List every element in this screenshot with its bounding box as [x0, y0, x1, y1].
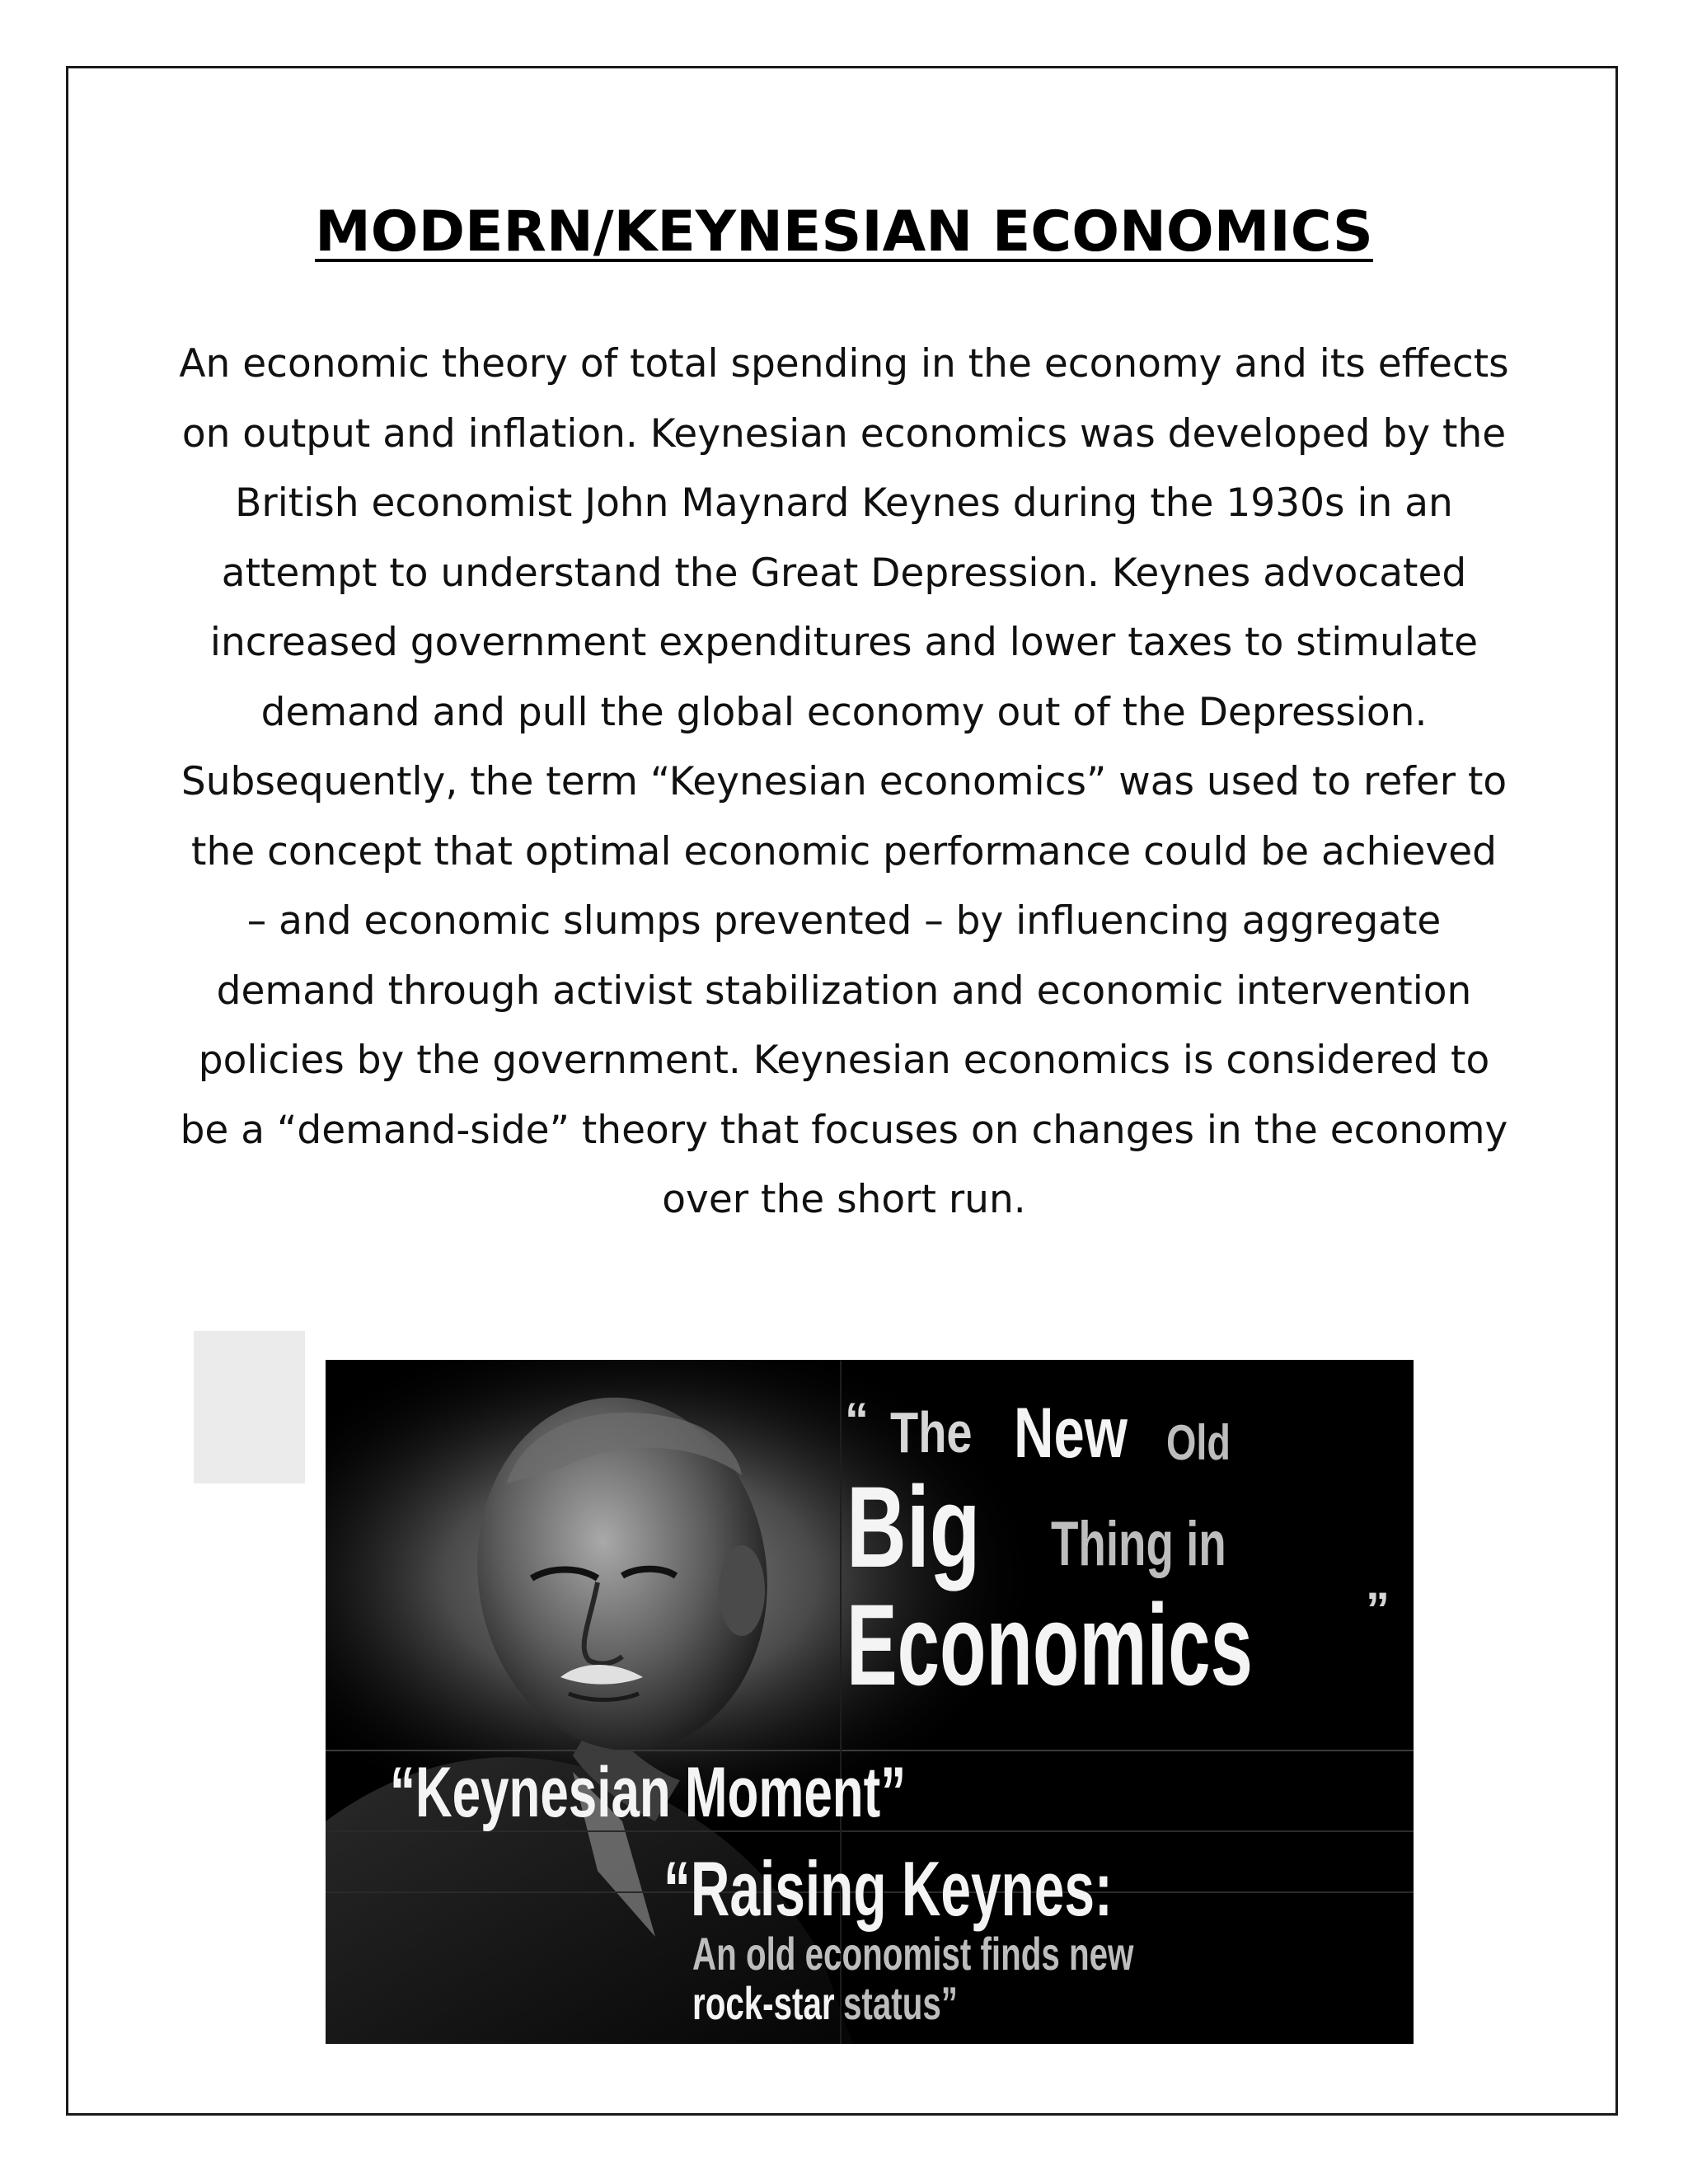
poster-word-economics: Economics [846, 1580, 1253, 1709]
poster-word-the: The [890, 1400, 973, 1465]
placeholder-box [194, 1331, 305, 1483]
poster-word-thing-in: Thing in [1051, 1509, 1226, 1579]
poster-rock-star: rock-star [692, 1977, 835, 2029]
poster-subtitle-line1: An old economist finds new [692, 1928, 1134, 1980]
poster-raising-keynes: “Raising Keynes: [663, 1845, 1113, 1932]
title-text: MODERN/KEYNESIAN ECONOMICS [315, 199, 1373, 265]
quote-close-mark: ” [1366, 1583, 1390, 1637]
poster-keynesian-moment: “Keynesian Moment” [390, 1753, 907, 1832]
body-paragraph: An economic theory of total spending in the economy and its effects on output and inflation. Keynesian economics was developed by the British economist John Maynard Keynes during the 1930s in an attempt to understand the Great Depression. Keynes advocated increased government expenditures and lower taxes to stimulate demand and pull the global economy out of the Depression. Subsequently, the term “Keynesian economics” was used to refer to the concept that optimal economic performance could be achieved – and economic slumps prevented – by influencing aggregate demand through activist stabilization and economic intervention policies by the government. Keynesian economics is considered to be a “demand-side” theory that focuses on changes in the economy over the short run. [179, 341, 1509, 1222]
keynes-poster-image [326, 1360, 1414, 2044]
quote-open-mark: “ [845, 1394, 869, 1447]
poster-status: status” [843, 1977, 958, 2029]
poster-word-new: New [1014, 1394, 1128, 1473]
poster-word-big: Big [846, 1462, 981, 1591]
poster-word-old: Old [1166, 1415, 1231, 1470]
document-title [0, 199, 1688, 265]
